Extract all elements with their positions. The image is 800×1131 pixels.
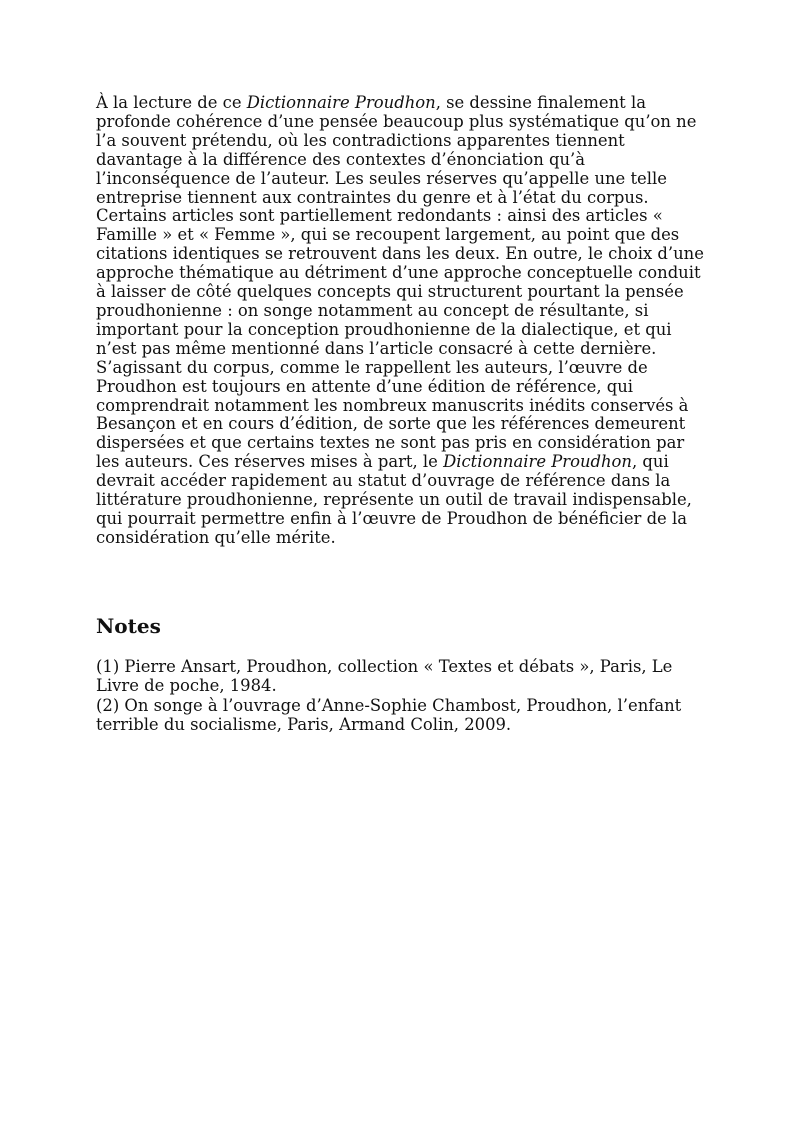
paragraph-text-1: À la lecture de ce [96, 93, 247, 112]
document-page [96, 93, 712, 734]
notes-heading: Notes [96, 614, 161, 638]
paragraph-text-3: , qui devrait accéder rapidement au statut d’ouvrage de référence dans la littérature proudhonienne, représente un outil de travail indispensable, qui pourrait permettre enfin à l’œuvre de Proudhon de bénéficier de la considération qu’elle mérite. [96, 452, 692, 547]
note-item: (1) Pierre Ansart, Proudhon, collection « Textes et débats », Paris, Le Livre de poche, 1984. [96, 657, 673, 696]
body-paragraph [96, 94, 712, 548]
book-title-italic: Dictionnaire Proudhon [246, 93, 436, 112]
paragraph-text-2: , se dessine finalement la profonde cohérence d’une pensée beaucoup plus systématique qu’on ne l’a souvent prétendu, où les contradictions apparentes tiennent davantage à la différence des contextes d’énonciation qu’à l’inconséquence de l’auteur. Les seules réserves qu’appelle une telle entreprise tiennent aux contraintes du genre et à l’état du corpus. Certains articles sont partiellement redondants : ainsi des articles « Famille » et « Femme », qui se recoupent largement, au point que des citations identiques se retrouvent dans les deux. En outre, le choix d’une approche thématique au détriment d’une approche conceptuelle conduit à laisser de côté quelques concepts qui structurent pourtant la pensée proudhonienne : on songe notamment au concept de résultante, si important pour la conception proudhonienne de la dialectique, et qui n’est pas même mentionné dans l’article consacré à cette dernière. S’agissant du corpus, comme le rappellent les auteurs, l’œuvre de Proudhon est toujours en attente d’une édition de référence, qui comprendrait notamment les nombreux manuscrits inédits conservés à Besançon et en cours d’édition, de sorte que les références demeurent dispersées et que certains textes ne sont pas pris en considération par les auteurs. Ces réserves mises à part, le [96, 93, 704, 472]
notes-list [96, 657, 696, 734]
book-title-italic: Dictionnaire Proudhon [443, 452, 632, 472]
note-item: (2) On songe à l’ouvrage d’Anne-Sophie Chambost, Proudhon, l’enfant terrible du socialisme, Paris, Armand Colin, 2009. [96, 695, 682, 734]
